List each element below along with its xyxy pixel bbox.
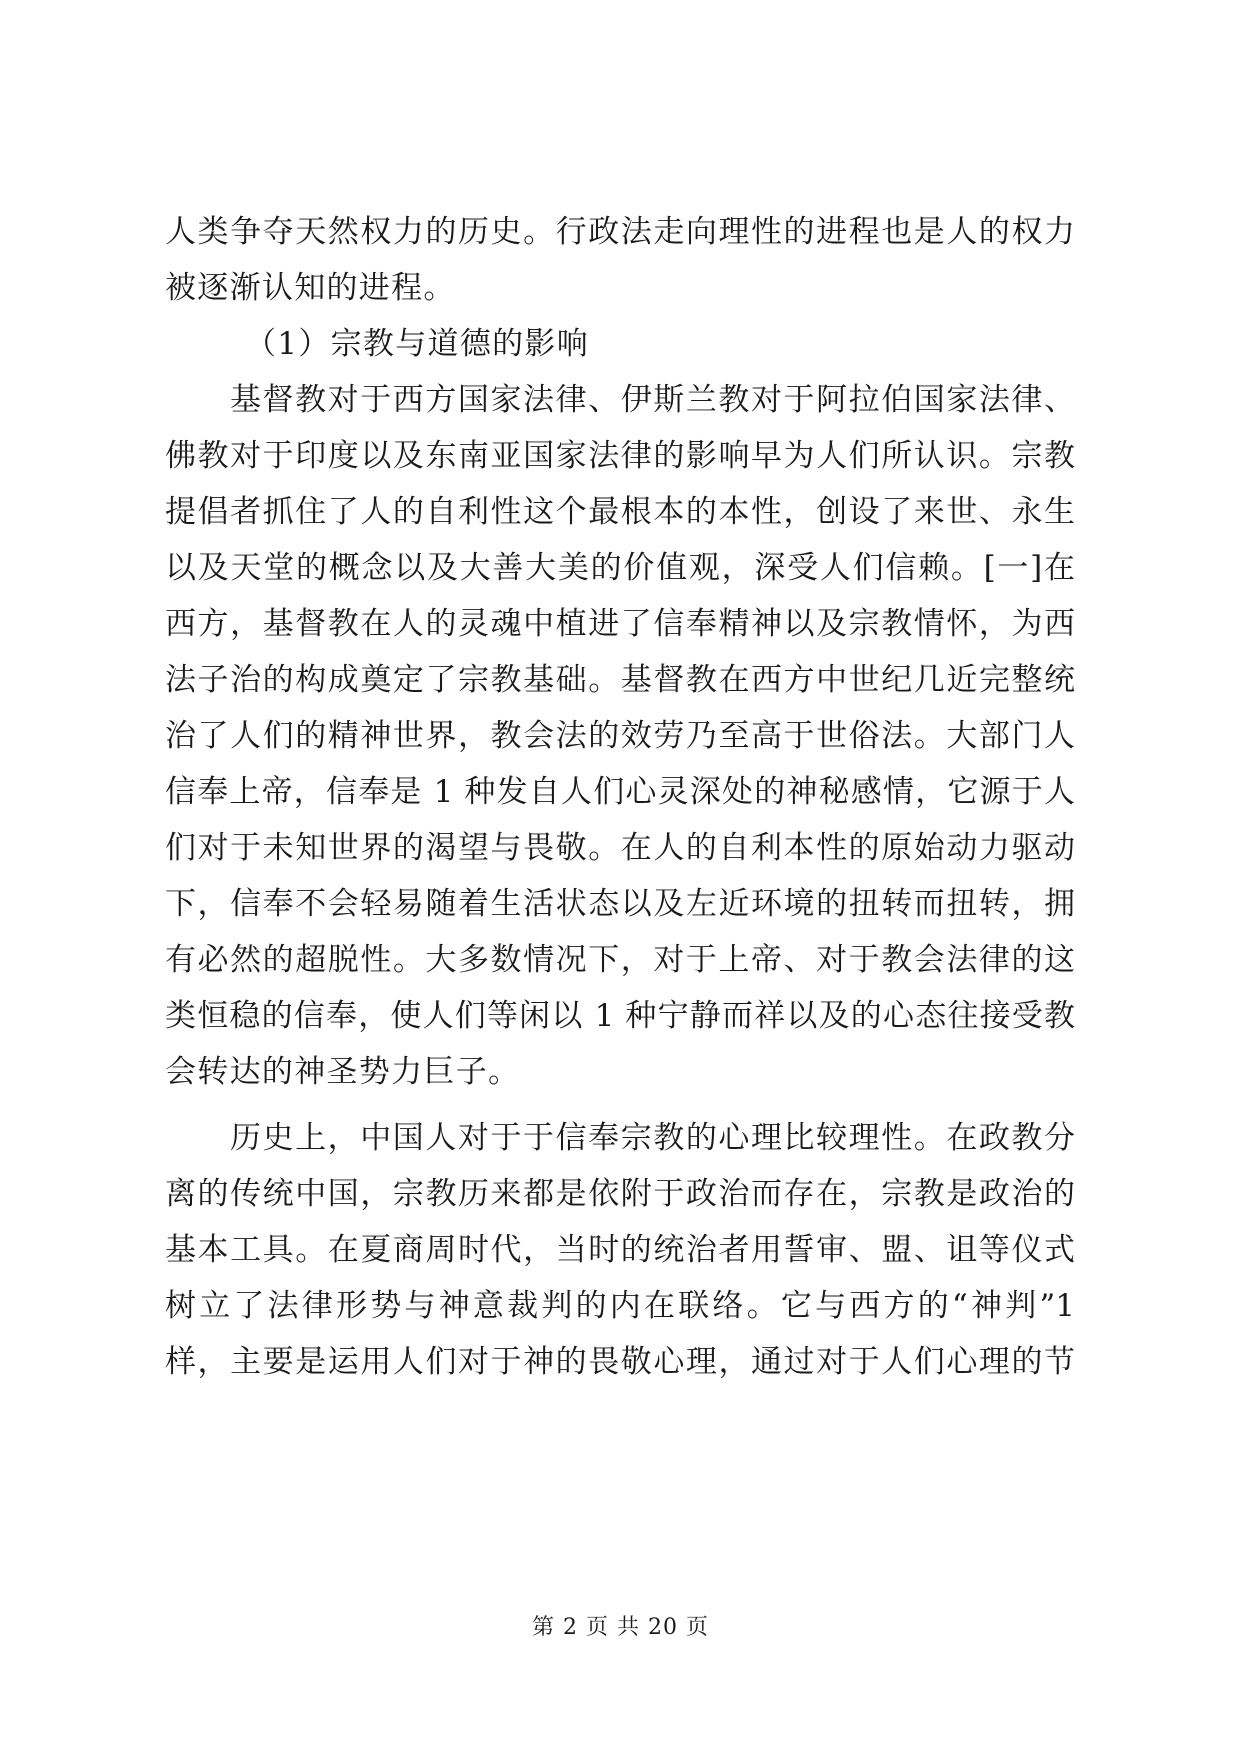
paragraph-line: 法子治的构成奠定了宗教基础。基督教在西方中世纪几近完整统 — [165, 662, 1075, 698]
paragraph-line: 离的传统中国，宗教历来都是依附于政治而存在，宗教是政治的 — [165, 1176, 1075, 1212]
paragraph-line: 有必然的超脱性。大多数情况下，对于上帝、对于教会法律的这 — [165, 942, 1075, 978]
paragraph-line: 以及天堂的概念以及大善大美的价值观，深受人们信赖。[一]在 — [165, 550, 1075, 586]
paragraph-line: 西方，基督教在人的灵魂中植进了信奉精神以及宗教情怀，为西 — [165, 606, 1075, 642]
paragraph-line: 基督教对于西方国家法律、伊斯兰教对于阿拉伯国家法律、 — [230, 382, 1075, 418]
paragraph-line: 们对于未知世界的渴望与畏敬。在人的自利本性的原始动力驱动 — [165, 830, 1075, 866]
section-heading: （1）宗教与道德的影响 — [245, 326, 590, 362]
paragraph-line: 提倡者抓住了人的自利性这个最根本的本性，创设了来世、永生 — [165, 494, 1075, 530]
paragraph-line: 基本工具。在夏商周时代，当时的统治者用誓审、盟、诅等仪式 — [165, 1232, 1075, 1268]
paragraph-line: 信奉上帝，信奉是 1 种发自人们心灵深处的神秘感情，它源于人 — [165, 774, 1075, 810]
paragraph-line: 被逐渐认知的进程。 — [165, 270, 456, 306]
paragraph-line: 历史上，中国人对于于信奉宗教的心理比较理性。在政教分 — [230, 1120, 1075, 1156]
paragraph-line: 治了人们的精神世界，教会法的效劳乃至高于世俗法。大部门人 — [165, 718, 1075, 754]
paragraph-line: 佛教对于印度以及东南亚国家法律的影响早为人们所认识。宗教 — [165, 438, 1075, 474]
paragraph-line: 类恒稳的信奉，使人们等闲以 1 种宁静而祥以及的心态往接受教 — [165, 998, 1075, 1034]
paragraph-line: 树立了法律形势与神意裁判的内在联络。它与西方的“神判”1 — [165, 1288, 1075, 1324]
paragraph-line: 下，信奉不会轻易随着生活状态以及左近环境的扭转而扭转，拥 — [165, 886, 1075, 922]
paragraph-line: 会转达的神圣势力巨子。 — [165, 1054, 521, 1090]
paragraph-line: 人类争夺天然权力的历史。行政法走向理性的进程也是人的权力 — [165, 214, 1075, 250]
paragraph-line: 样，主要是运用人们对于神的畏敬心理，通过对于人们心理的节 — [165, 1344, 1075, 1380]
page-number-footer: 第 2 页 共 20 页 — [532, 1615, 709, 1640]
